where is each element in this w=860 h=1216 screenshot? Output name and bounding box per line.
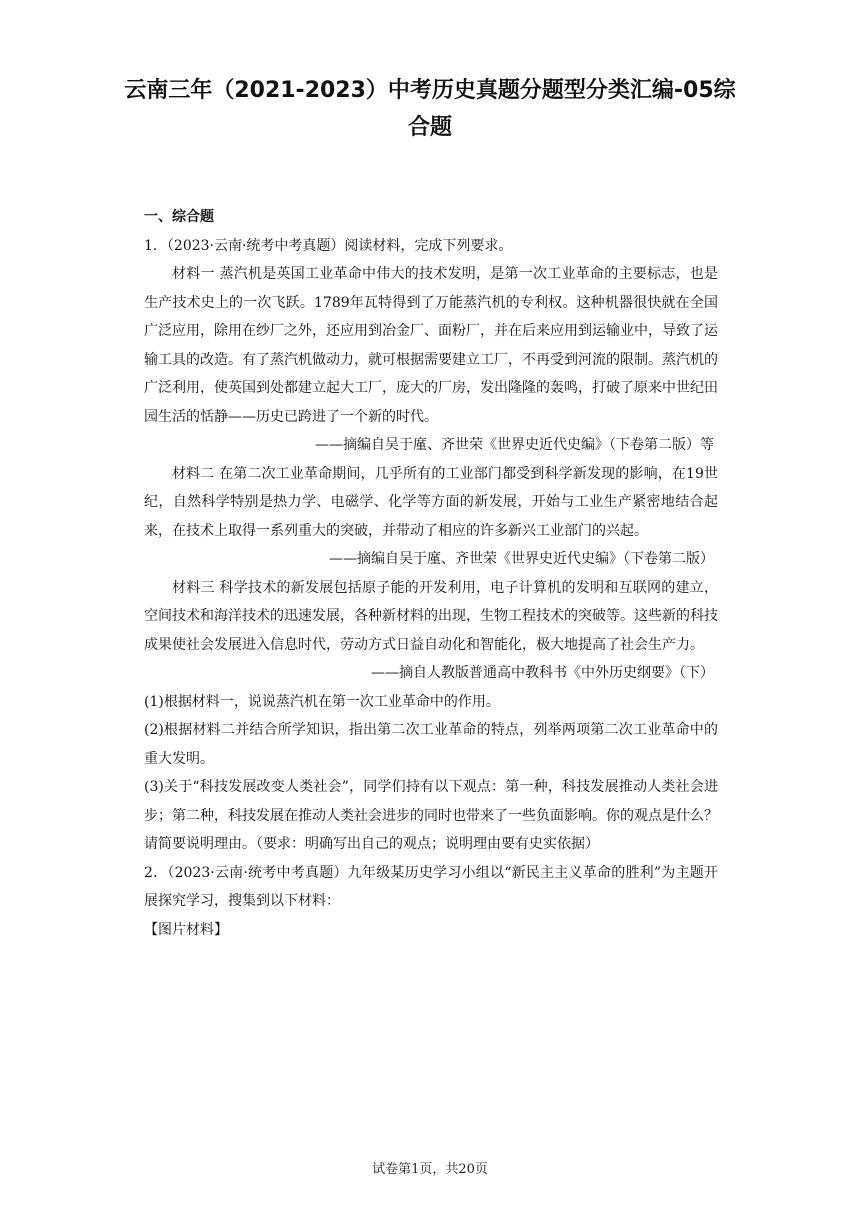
document-title: [100, 72, 760, 146]
title-line-1: 云南三年（2021-2023）中考历史真题分题型分类汇编-05综: [124, 78, 736, 103]
title-line-2: 合题: [407, 115, 452, 140]
sub-question-1: (1)根据材料一，说说蒸汽机在第一次工业革命中的作用。: [144, 693, 500, 710]
material-2-source: ——摘编自吴于廑、齐世荣《世界史近代史编》（下卷第二版）: [329, 551, 714, 567]
material-1-source: ——摘编自吴于廑、齐世荣《世界史近代史编》（下卷第二版）等: [315, 437, 714, 453]
document-body: [144, 203, 718, 944]
picture-material-label: 【图片材料】: [144, 921, 228, 938]
question-2-header: 2．（2023·云南·统考中考真题）九年级某历史学习小组以“新民主主义革命的胜利”为主题开展探究学习，搜集到以下材料：: [144, 864, 718, 909]
sub-question-2: (2)根据材料二并结合所学知识，指出第二次工业革命的特点，列举两项第二次工业革命中的重大发明。: [144, 722, 718, 767]
question-1-header: 1．（2023·云南·统考中考真题）阅读材料，完成下列要求。: [144, 237, 513, 254]
material-3-source: ——摘自人教版普通高中教科书《中外历史纲要》（下）: [371, 665, 714, 681]
material-1: 材料一 蒸汽机是英国工业革命中伟大的技术发明，是第一次工业革命的主要标志，也是生产技术史上的一次飞跃。1789年瓦特得到了万能蒸汽机的专利权。这种机器很快就在全国广泛应用，除用在纱厂之外，还应用到冶金厂、面粉厂，并在后来应用到运输业中，导致了运输工具的改造。有了蒸汽机做动力，就可根据需要建立工厂，不再受到河流的限制。蒸汽机的广泛利用，使英国到处都建立起大工厂，庞大的厂房，发出隆隆的轰鸣，打破了原来中世纪田园生活的恬静——历史已跨进了一个新的时代。: [144, 266, 718, 425]
sub-question-3: (3)关于“科技发展改变人类社会”，同学们持有以下观点：第一种，科技发展推动人类社会进步；第二种，科技发展在推动人类社会进步的同时也带来了一些负面影响。你的观点是什么？请简要说明理由。（要求：明确写出自己的观点；说明理由要有史实依据）: [144, 779, 718, 852]
section-heading: 一、综合题: [144, 209, 214, 225]
material-2: 材料二 在第二次工业革命期间，几乎所有的工业部门都受到科学新发现的影响，在19世纪，自然科学特别是热力学、电磁学、化学等方面的新发展，开始与工业生产紧密地结合起来，在技术上取得一系列重大的突破，并带动了相应的许多新兴工业部门的兴起。: [144, 465, 718, 539]
material-3: 材料三 科学技术的新发展包括原子能的开发利用，电子计算机的发明和互联网的建立，空间技术和海洋技术的迅速发展，各种新材料的出现，生物工程技术的突破等。这些新的科技成果使社会发展进入信息时代，劳动方式日益自动化和智能化，极大地提高了社会生产力。: [144, 579, 718, 653]
page-footer: 试卷第1页，共20页: [372, 1162, 488, 1177]
